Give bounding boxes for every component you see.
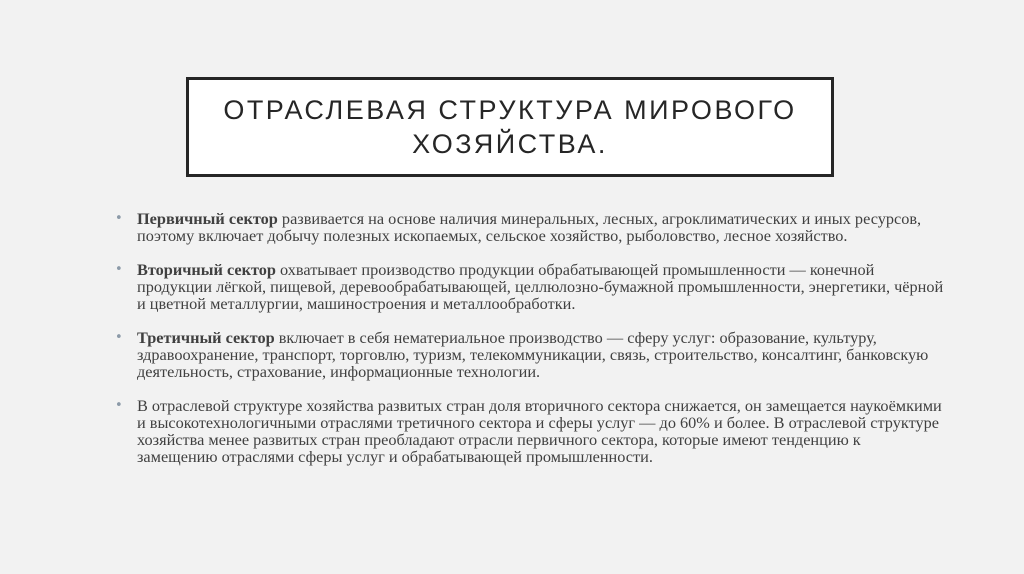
slide-title	[223, 93, 796, 161]
bullet-dot-icon: •	[115, 330, 123, 345]
bullet-text: охватывает производство продукции обрабатывающей промышленности — конечной продукции лёгкой, пищевой, деревообрабатывающей, целлюлозно-бумажной промышленности, энергетики, чёрной и цветной металлургии, машиностроения и металлообработки.	[137, 260, 944, 313]
bullet-list	[115, 210, 945, 482]
bullet-term: Вторичный сектор	[137, 260, 276, 279]
bullet-term: Первичный сектор	[137, 209, 278, 228]
bullet-item-primary-sector	[115, 210, 945, 244]
bullet-term: Третичный сектор	[137, 328, 275, 347]
bullet-dot-icon: •	[115, 211, 123, 226]
title-box	[186, 77, 834, 177]
bullet-item-secondary-sector	[115, 261, 945, 312]
bullet-dot-icon: •	[115, 262, 123, 277]
bullet-dot-icon: •	[115, 398, 123, 413]
bullet-text: включает в себя нематериальное производство — сферу услуг: образование, культуру, здравоохранение, транспорт, торговлю, туризм, телекоммуникации, связь, строительство, консалтинг, банковскую деятельность, страхование, информационные технологии.	[137, 328, 929, 381]
bullet-text: В отраслевой структуре хозяйства развитых стран доля вторичного сектора снижается, он замещается наукоёмкими и высокотехнологичными отраслями третичного сектора и сферы услуг — до 60% и более. В отраслевой структуре хозяйства менее развитых стран преобладают отрасли первичного сектора, которые имеют тенденцию к замещению отраслями сферы услуг и обрабатывающей промышленности.	[137, 396, 942, 466]
bullet-item-structure-summary	[115, 397, 945, 465]
title-line-1: ОТРАСЛЕВАЯ СТРУКТУРА МИРОВОГО	[223, 95, 797, 125]
title-line-2: ХОЗЯЙСТВА.	[412, 129, 608, 159]
bullet-item-tertiary-sector	[115, 329, 945, 380]
bullet-text: развивается на основе наличия минеральных, лесных, агроклиматических и иных ресурсов, поэтому включает добычу полезных ископаемых, сельское хозяйство, рыболовство, лесное хозяйство.	[137, 209, 922, 245]
